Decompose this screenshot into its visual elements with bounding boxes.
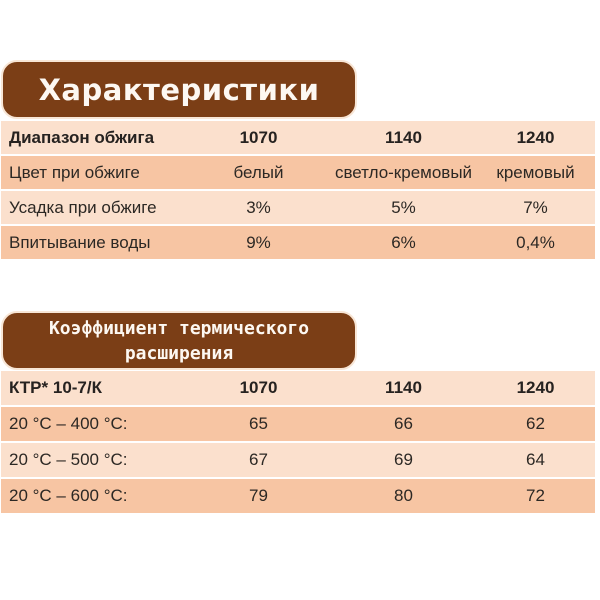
row-label: КТР* 10-7/К <box>9 378 102 397</box>
table-row <box>1 443 595 479</box>
characteristics-table <box>1 121 595 261</box>
table-cell: 1070 <box>239 127 278 147</box>
table-row <box>1 479 595 515</box>
table-row <box>1 156 595 191</box>
table-cell: 72 <box>526 486 545 505</box>
cte-title-line1: Коэффициент термического <box>48 317 310 339</box>
table-cell: 64 <box>526 450 545 469</box>
table-cell: 7% <box>523 197 548 217</box>
table-cell: 1140 <box>385 127 422 147</box>
table-cell: 3% <box>246 197 271 217</box>
table-cell: 1070 <box>239 378 278 397</box>
row-label: 20 °C – 500 °C: <box>9 450 128 469</box>
table-cell: 5% <box>391 197 416 217</box>
row-label: Усадка при обжиге <box>9 197 157 217</box>
row-label: 20 °C – 400 °C: <box>9 414 128 433</box>
table-cell: 0,4% <box>516 232 555 252</box>
table-cell: 1140 <box>385 378 422 397</box>
table-cell: 69 <box>394 450 413 469</box>
characteristics-title: Характеристики <box>38 72 320 107</box>
table-cell: 1240 <box>516 378 555 397</box>
table-cell: 9% <box>246 232 271 252</box>
table-row <box>1 407 595 443</box>
table-row <box>1 121 595 156</box>
row-label: Диапазон обжига <box>9 127 155 147</box>
table-cell: 67 <box>249 450 268 469</box>
cte-table <box>1 371 595 515</box>
cte-title-line2: расширения <box>124 342 234 364</box>
table-cell: 62 <box>526 414 545 433</box>
row-label: Впитывание воды <box>9 232 151 252</box>
table-cell: кремовый <box>496 162 575 182</box>
table-cell: 79 <box>249 486 268 505</box>
cte-title-banner <box>1 311 357 370</box>
table-cell: 66 <box>394 414 413 433</box>
table-cell: 1240 <box>516 127 555 147</box>
table-cell: 65 <box>249 414 268 433</box>
characteristics-title-banner <box>1 60 357 119</box>
table-cell: 80 <box>394 486 413 505</box>
table-row <box>1 371 595 407</box>
row-label: 20 °C – 600 °C: <box>9 486 128 505</box>
row-label: Цвет при обжиге <box>9 162 140 182</box>
table-cell: 6% <box>391 232 416 252</box>
table-cell: светло-кремовый <box>334 162 473 182</box>
table-row <box>1 191 595 226</box>
table-row <box>1 226 595 261</box>
table-cell: белый <box>233 162 284 182</box>
